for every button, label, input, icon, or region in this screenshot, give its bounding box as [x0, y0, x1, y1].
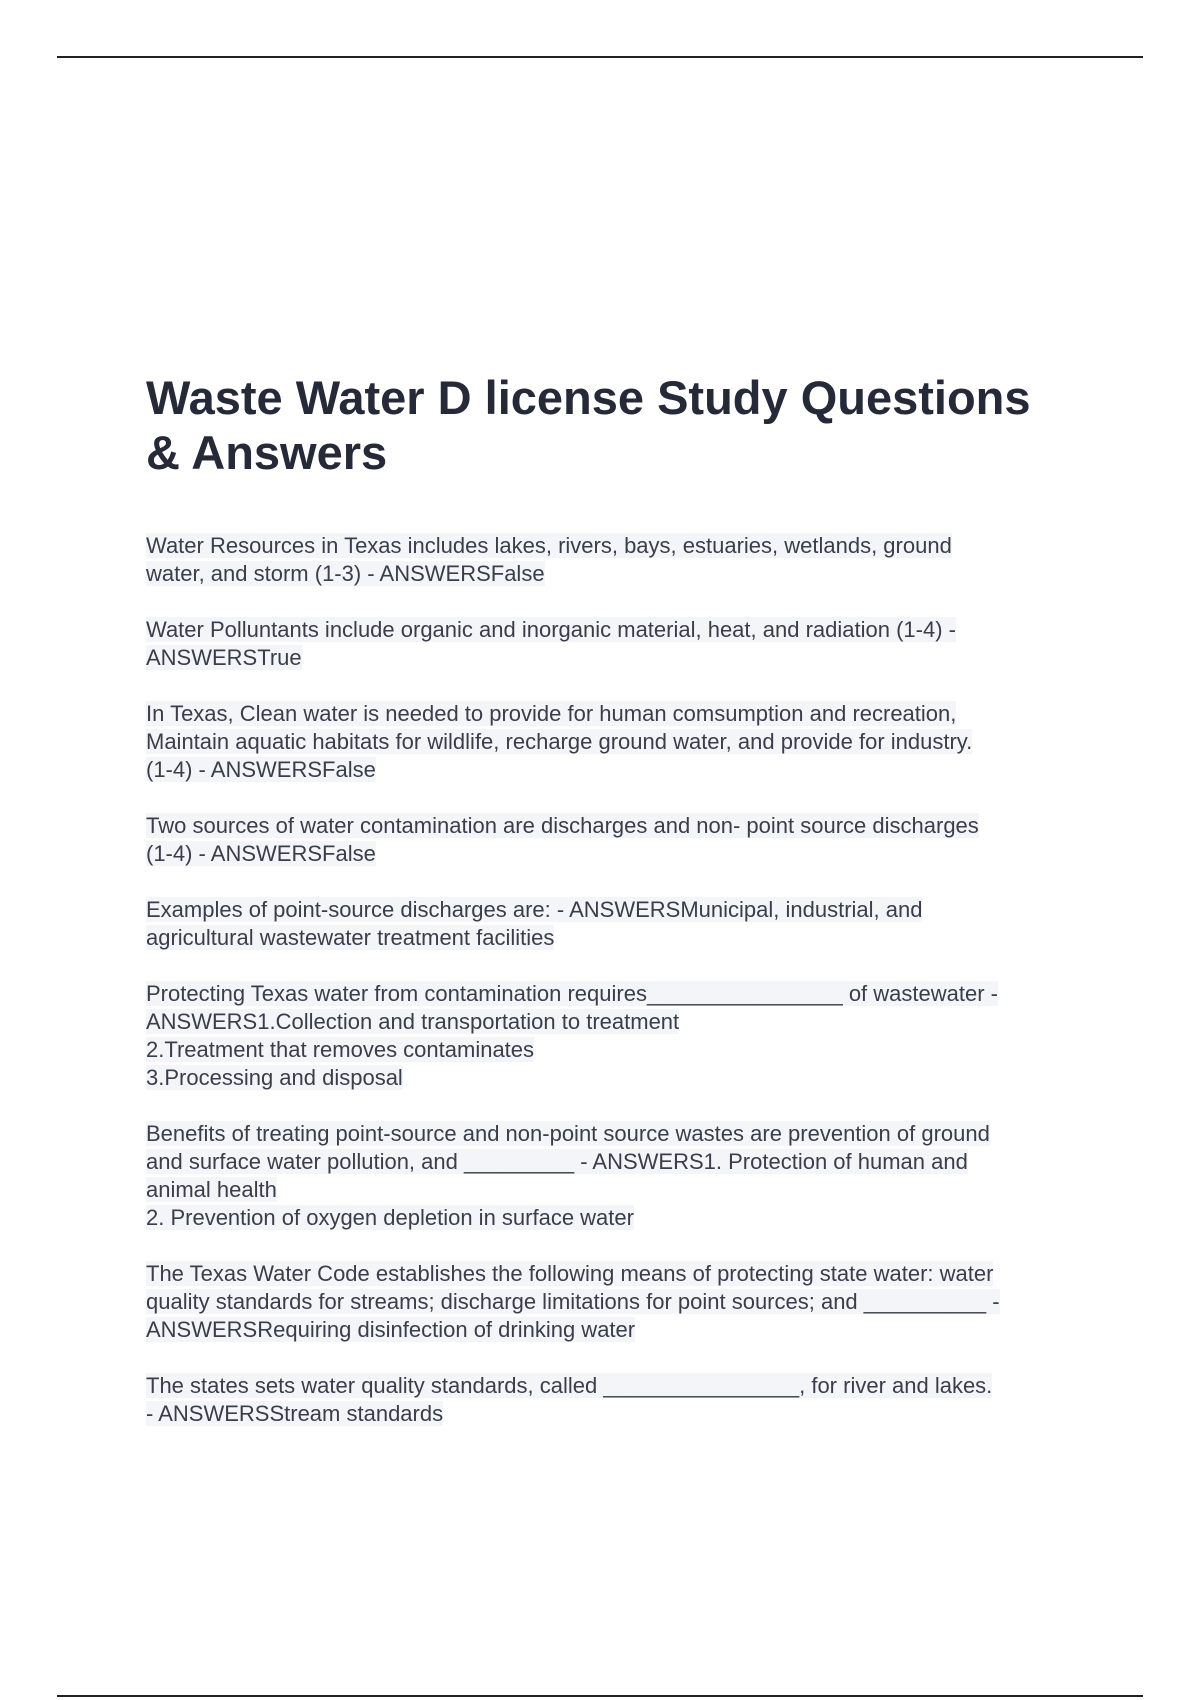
qa-line-text: ANSWERSRequiring disinfection of drinking water — [146, 1317, 636, 1342]
qa-line — [146, 980, 1086, 1008]
qa-line — [146, 756, 1086, 784]
qa-line-text: Examples of point-source discharges are: - ANSWERSMunicipal, industrial, and — [146, 897, 923, 922]
qa-line — [146, 840, 1086, 868]
qa-line-text: Water Polluntants include organic and inorganic material, heat, and radiation (1-4) - — [146, 617, 956, 642]
qa-line — [146, 1204, 1086, 1232]
qa-line-text: Benefits of treating point-source and non-point source wastes are prevention of ground — [146, 1121, 990, 1146]
qa-line — [146, 924, 1086, 952]
qa-line-text: Water Resources in Texas includes lakes, rivers, bays, estuaries, wetlands, ground — [146, 533, 952, 558]
qa-line-text: water, and storm (1-3) - ANSWERSFalse — [146, 561, 545, 586]
qa-line — [146, 812, 1086, 840]
title-line-2: & Answers — [146, 426, 388, 479]
document-body — [146, 370, 1086, 1456]
qa-line — [146, 896, 1086, 924]
qa-line — [146, 728, 1086, 756]
qa-line — [146, 1008, 1086, 1036]
bottom-rule — [57, 1695, 1143, 1697]
qa-line-text: and surface water pollution, and _________ - ANSWERS1. Protection of human and — [146, 1149, 968, 1174]
qa-line — [146, 1064, 1086, 1092]
qa-line-text: In Texas, Clean water is needed to provide for human comsumption and recreation, — [146, 701, 957, 726]
qa-line — [146, 700, 1086, 728]
qa-line — [146, 1316, 1086, 1344]
qa-item — [146, 532, 1086, 588]
qa-line-text: agricultural wastewater treatment facilities — [146, 925, 555, 950]
qa-item — [146, 700, 1086, 784]
qa-line-text: ANSWERS1.Collection and transportation to treatment — [146, 1009, 680, 1034]
qa-line — [146, 1400, 1086, 1428]
qa-line-text: - ANSWERSStream standards — [146, 1401, 444, 1426]
qa-item — [146, 896, 1086, 952]
qa-line — [146, 1260, 1086, 1288]
qa-line-text: 2. Prevention of oxygen depletion in surface water — [146, 1205, 634, 1230]
qa-line — [146, 560, 1086, 588]
qa-line — [146, 1148, 1086, 1176]
title-line-1: Waste Water D license Study Questions — [146, 371, 1031, 424]
qa-line-text: The states sets water quality standards, called ________________, for river and lakes. — [146, 1373, 993, 1398]
qa-line — [146, 532, 1086, 560]
qa-item — [146, 1120, 1086, 1232]
qa-list — [146, 532, 1086, 1428]
qa-item — [146, 1372, 1086, 1428]
qa-line-text: (1-4) - ANSWERSFalse — [146, 841, 376, 866]
qa-line — [146, 1288, 1086, 1316]
qa-line — [146, 1372, 1086, 1400]
qa-line — [146, 644, 1086, 672]
qa-line-text: (1-4) - ANSWERSFalse — [146, 757, 376, 782]
qa-line-text: 2.Treatment that removes contaminates — [146, 1037, 535, 1062]
qa-line-text: Two sources of water contamination are discharges and non- point source discharges — [146, 813, 979, 838]
qa-line — [146, 1120, 1086, 1148]
qa-item — [146, 616, 1086, 672]
qa-item — [146, 980, 1086, 1092]
top-rule — [57, 56, 1143, 58]
qa-item — [146, 812, 1086, 868]
qa-line-text: quality standards for streams; discharge limitations for point sources; and __________ - — [146, 1289, 1000, 1314]
qa-line — [146, 1036, 1086, 1064]
qa-line-text: Protecting Texas water from contamination requires________________ of wastewater - — [146, 981, 998, 1006]
qa-line-text: ANSWERSTrue — [146, 645, 302, 670]
qa-line — [146, 1176, 1086, 1204]
qa-item — [146, 1260, 1086, 1344]
qa-line-text: Maintain aquatic habitats for wildlife, recharge ground water, and provide for industry. — [146, 729, 973, 754]
qa-line-text: The Texas Water Code establishes the following means of protecting state water: water — [146, 1261, 994, 1286]
document-title — [146, 370, 1086, 480]
qa-line — [146, 616, 1086, 644]
qa-line-text: 3.Processing and disposal — [146, 1065, 403, 1090]
qa-line-text: animal health — [146, 1177, 277, 1202]
